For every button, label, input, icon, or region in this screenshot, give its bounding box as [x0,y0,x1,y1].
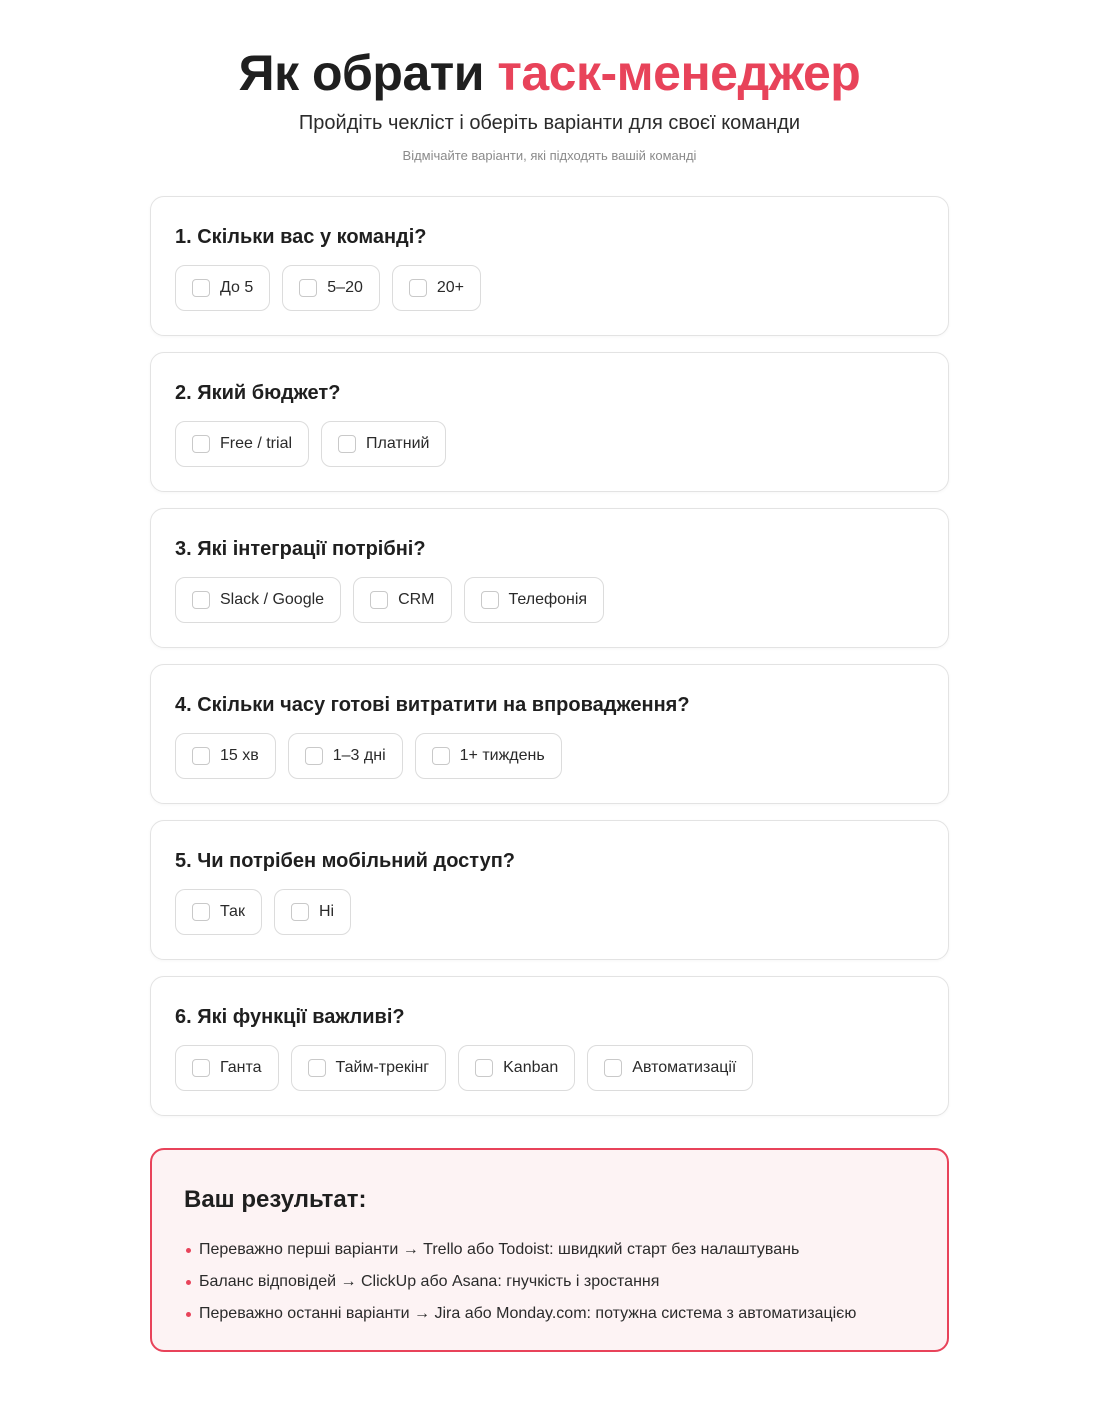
page-title [0,42,1099,104]
page-hint: Відмічайте варіанти, які підходять вашій команді [402,148,697,163]
option-label: 5–20 [327,279,363,296]
result-title: Ваш результат: [184,1186,367,1213]
option-checkbox[interactable] [464,577,605,623]
option-label: 1+ тиждень [459,747,545,764]
option-group [175,733,924,779]
checkbox-unchecked-icon[interactable] [481,591,499,609]
option-checkbox[interactable] [175,577,341,623]
question-list [150,196,949,1132]
page-title-accent: таск-менеджер [497,45,861,101]
option-group [175,1045,924,1091]
option-label: Так [220,903,245,920]
result-item-text: Баланс відповідей → ClickUp або Asana: гнучкість і зростання [199,1273,660,1290]
question-title: 5. Чи потрібен мобільний доступ? [175,850,515,872]
checkbox-unchecked-icon[interactable] [305,747,323,765]
option-label: Kanban [503,1059,559,1076]
option-checkbox[interactable] [291,1045,447,1091]
checkbox-unchecked-icon[interactable] [475,1059,493,1077]
option-label: Телефонія [508,591,588,608]
option-checkbox[interactable] [288,733,403,779]
option-checkbox[interactable] [175,733,276,779]
checkbox-unchecked-icon[interactable] [192,591,210,609]
checkbox-unchecked-icon[interactable] [192,903,210,921]
checkbox-unchecked-icon[interactable] [192,435,210,453]
checkbox-unchecked-icon[interactable] [370,591,388,609]
option-checkbox[interactable] [175,421,309,467]
option-group [175,889,924,935]
question-card-4 [150,664,949,804]
checkbox-unchecked-icon[interactable] [192,1059,210,1077]
option-label: Платний [366,435,430,452]
option-checkbox[interactable] [175,265,270,311]
option-checkbox[interactable] [458,1045,575,1091]
question-card-6 [150,976,949,1116]
option-label: Автоматизації [632,1059,737,1076]
option-label: Ні [318,903,335,920]
option-checkbox[interactable] [175,889,262,935]
result-item [184,1298,915,1330]
result-item [184,1266,915,1298]
checkbox-unchecked-icon[interactable] [192,747,210,765]
option-label: Ганта [220,1059,262,1076]
option-label: Тайм-трекінг [335,1059,430,1076]
question-card-3 [150,508,949,648]
option-label: Free / trial [220,435,293,452]
option-checkbox[interactable] [274,889,351,935]
checkbox-unchecked-icon[interactable] [338,435,356,453]
question-title: 2. Який бюджет? [175,382,341,404]
question-card-2 [150,352,949,492]
checkbox-unchecked-icon[interactable] [308,1059,326,1077]
checkbox-unchecked-icon[interactable] [604,1059,622,1077]
option-group [175,265,924,311]
result-panel [150,1148,949,1352]
option-checkbox[interactable] [415,733,562,779]
bullet-dot-icon [186,1248,191,1253]
result-list [184,1234,915,1330]
question-title: 6. Які функції важливі? [175,1006,405,1028]
option-label: До 5 [220,279,254,296]
checkbox-unchecked-icon[interactable] [432,747,450,765]
result-item-text: Переважно останні варіанти → Jira або Monday.com: потужна система з автоматизацією [199,1305,857,1322]
result-item-text: Переважно перші варіанти → Trello або Todoist: швидкий старт без налаштувань [199,1241,800,1258]
page-subtitle: Пройдіть чекліст і оберіть варіанти для своєї команди [298,112,801,134]
checkbox-unchecked-icon[interactable] [409,279,427,297]
bullet-dot-icon [186,1312,191,1317]
option-checkbox[interactable] [353,577,451,623]
option-label: 20+ [436,279,464,296]
option-checkbox[interactable] [587,1045,753,1091]
option-checkbox[interactable] [392,265,481,311]
checkbox-unchecked-icon[interactable] [291,903,309,921]
result-item [184,1234,915,1266]
option-group [175,421,924,467]
question-card-1 [150,196,949,336]
question-title: 1. Скільки вас у команді? [175,226,427,248]
checkbox-unchecked-icon[interactable] [299,279,317,297]
question-title: 4. Скільки часу готові витратити на впровадження? [175,694,690,716]
option-checkbox[interactable] [321,421,446,467]
option-label: 1–3 дні [332,747,386,764]
option-label: Slack / Google [220,591,325,608]
question-card-5 [150,820,949,960]
option-label: CRM [398,591,435,608]
question-title: 3. Які інтеграції потрібні? [175,538,426,560]
page-header [0,0,1099,166]
option-label: 15 хв [220,747,259,764]
checkbox-unchecked-icon[interactable] [192,279,210,297]
bullet-dot-icon [186,1280,191,1285]
option-group [175,577,924,623]
option-checkbox[interactable] [282,265,380,311]
page-title-main: Як обрати [238,45,484,101]
option-checkbox[interactable] [175,1045,279,1091]
